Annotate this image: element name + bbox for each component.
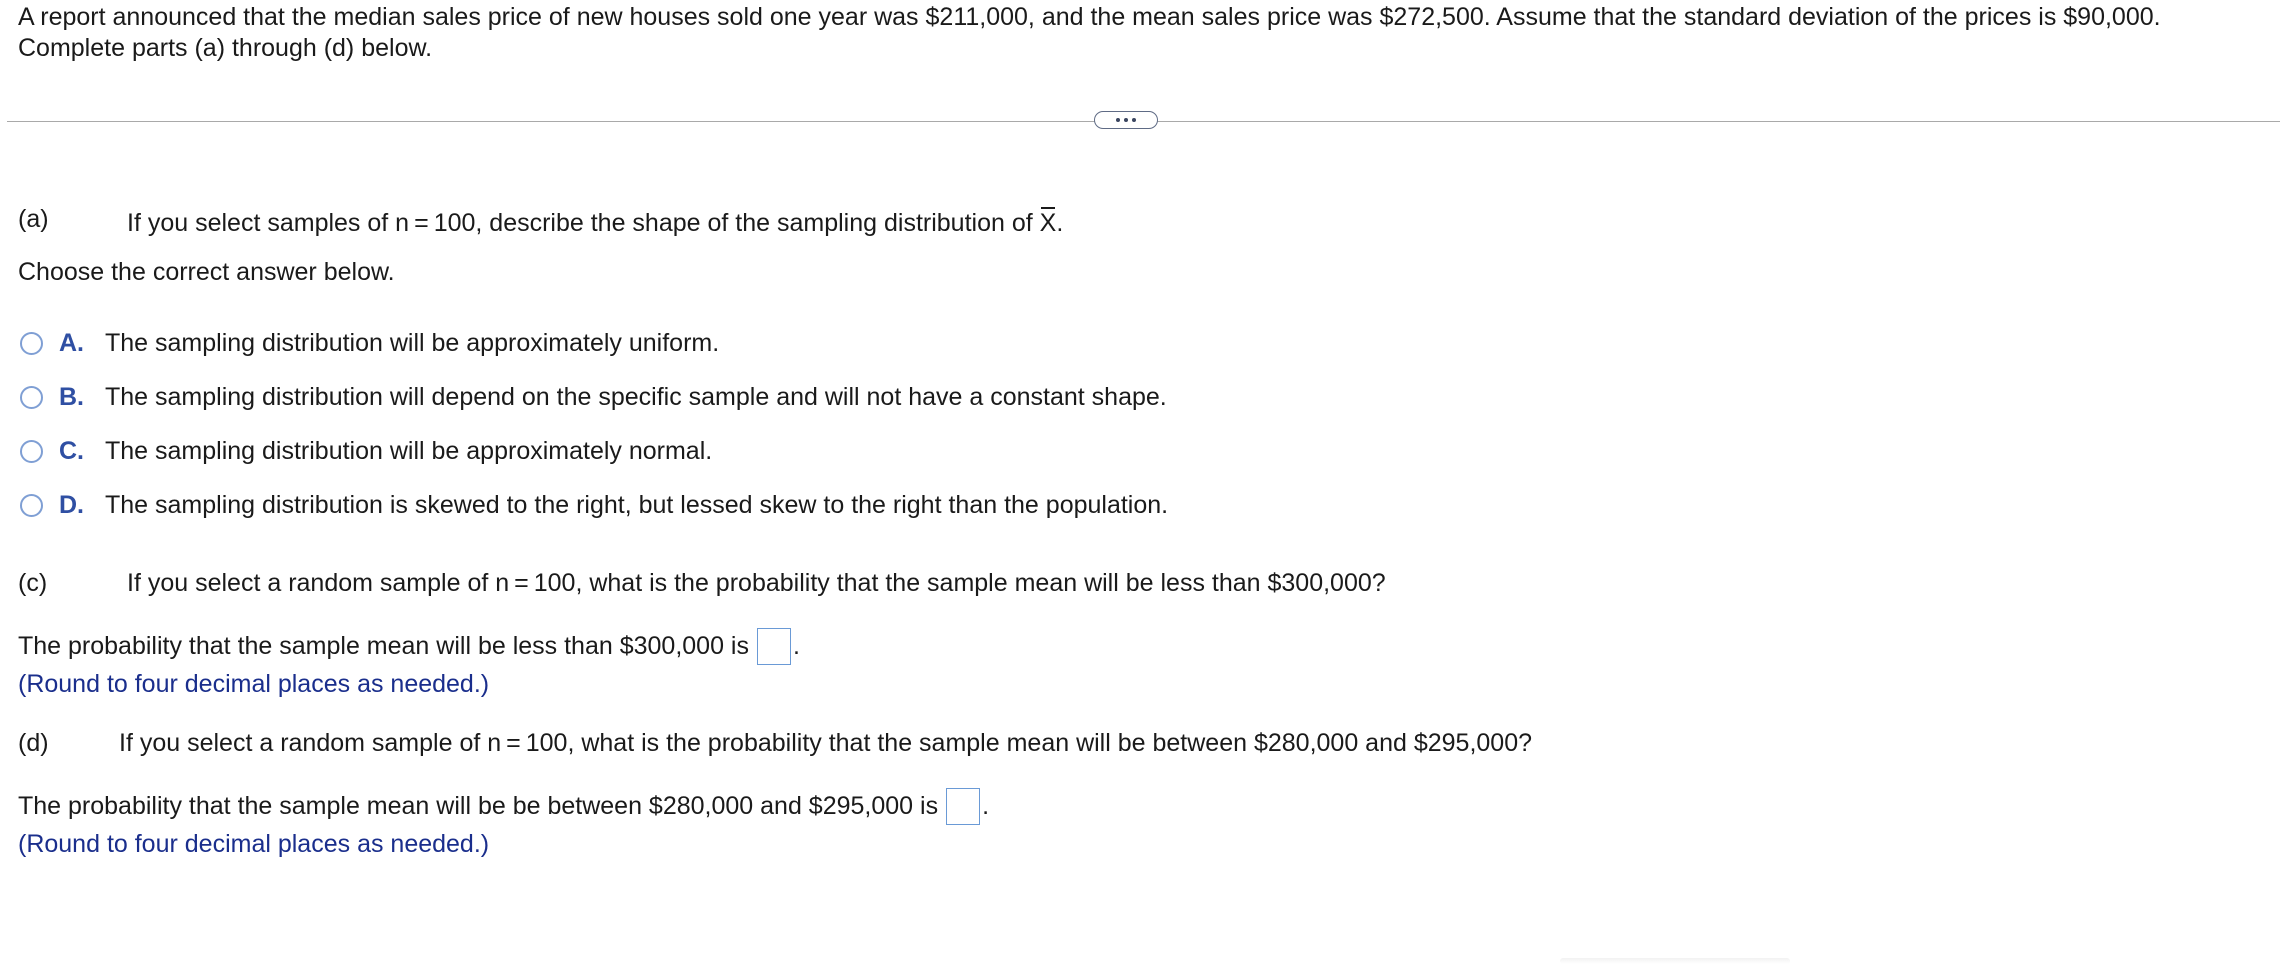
option-a-letter: A. — [59, 328, 84, 357]
part-c-answer-line — [18, 628, 800, 665]
option-d-radio[interactable] — [20, 494, 43, 517]
part-c-answer-input[interactable] — [757, 628, 791, 665]
x-bar-symbol: X — [1039, 209, 1057, 237]
problem-statement-line-2: Complete parts (a) through (d) below. — [18, 34, 433, 62]
part-d-question: If you select a random sample of n = 100, what is the probability that the sample mean will be between $280,000 and $295,000? — [119, 729, 1533, 757]
part-d-answer-suffix: . — [982, 792, 990, 820]
option-a-text: The sampling distribution will be approximately uniform. — [105, 328, 720, 357]
part-d-answer-line — [18, 788, 989, 825]
option-d[interactable] — [20, 488, 1168, 522]
part-d-hint: (Round to four decimal places as needed.) — [18, 830, 490, 858]
problem-statement — [18, 2, 2161, 64]
part-c-answer-suffix: . — [792, 632, 800, 660]
part-c-question: If you select a random sample of n = 100, what is the probability that the sample mean will be less than $300,000? — [127, 569, 1386, 597]
option-d-text: The sampling distribution is skewed to the right, but lessed skew to the right than the population. — [105, 490, 1169, 519]
part-d-label: (d) — [18, 729, 49, 757]
option-c[interactable] — [20, 434, 712, 468]
option-a-radio[interactable] — [20, 332, 43, 355]
part-c-hint: (Round to four decimal places as needed.) — [18, 670, 490, 698]
ellipsis-icon — [1116, 118, 1120, 122]
part-a-question-text: If you select samples of n = 100, describe the shape of the sampling distribution of — [127, 209, 1040, 237]
option-a[interactable] — [20, 326, 719, 360]
part-a-instruction: Choose the correct answer below. — [18, 258, 395, 286]
part-d-answer-input[interactable] — [946, 788, 980, 825]
part-a-label: (a) — [18, 205, 49, 233]
option-c-radio[interactable] — [20, 440, 43, 463]
problem-statement-line-1: A report announced that the median sales price of new houses sold one year was $211,000, and the mean sales price was $272,500. Assume that the standard deviation of the prices is $90,000. — [18, 3, 2161, 31]
option-b-letter: B. — [59, 382, 84, 411]
bottom-shadow — [1560, 958, 1790, 964]
part-c-answer-prefix: The probability that the sample mean will be less than $300,000 is — [18, 632, 749, 660]
option-d-letter: D. — [59, 490, 84, 519]
part-c-label: (c) — [18, 569, 48, 597]
option-b-text: The sampling distribution will depend on the specific sample and will not have a constant shape. — [105, 382, 1167, 411]
part-a-question — [127, 209, 1063, 238]
part-d-answer-prefix: The probability that the sample mean will be be between $280,000 and $295,000 is — [18, 792, 939, 820]
part-a-question-end: . — [1056, 209, 1064, 237]
option-b-radio[interactable] — [20, 386, 43, 409]
option-c-letter: C. — [59, 436, 84, 465]
expand-more-button[interactable] — [1094, 111, 1158, 129]
option-b[interactable] — [20, 380, 1167, 414]
option-c-text: The sampling distribution will be approximately normal. — [105, 436, 713, 465]
